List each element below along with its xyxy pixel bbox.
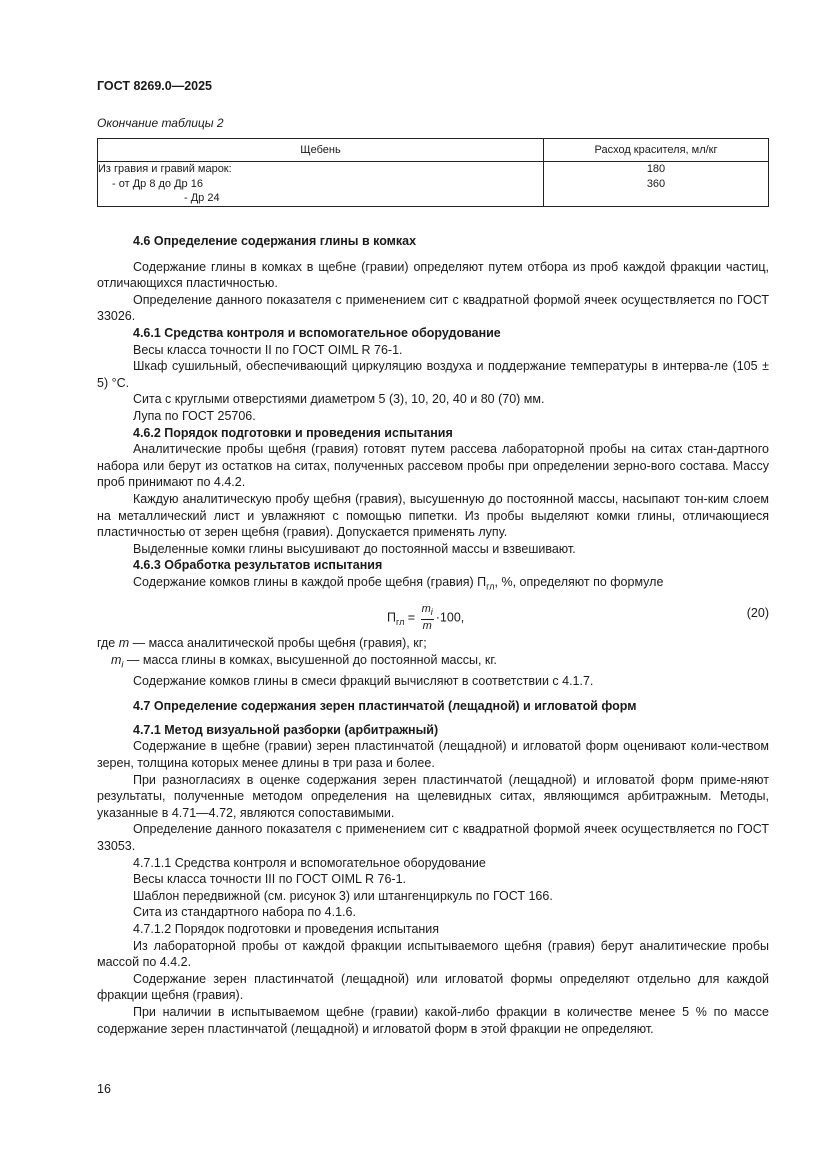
paragraph: Определение данного показателя с применением сит с квадратной формой ячеек осуществляется по ГОСТ 33053.: [97, 822, 769, 853]
formula-number: (20): [746, 605, 769, 620]
section-heading: 4.7.1 Метод визуальной разборки (арбитражный): [133, 722, 439, 737]
table-cell-text: - от Др 8 до Др 16: [112, 177, 203, 190]
document-body: [97, 233, 769, 1037]
paragraph: При наличии в испытываемом щебне (гравии) какой-либо фракции в количестве менее 5 % по массе содержание зерен пластинчатой (лещадной) и игловатой форм в этой фракции не определяют.: [97, 1004, 769, 1036]
table-cell-material: [98, 162, 544, 207]
table-header-cell: Расход красителя, мл/кг: [544, 139, 769, 162]
paragraph: При разногласиях в оценке содержания зерен пластинчатой (лещадной) и игловатой форм приме-няют результаты, полученные методом определения на щелевидных ситах, являющимся арбитражным. Методы, указанные в 4.71—4.72, являются сопоставимыми.: [97, 772, 769, 820]
paragraph: Каждую аналитическую пробу щебня (гравия), высушенную до постоянной массы, насыпают тон-ким слоем на металлический лист и увлажняют с помощью пипетки. Из пробы выделяют комки глины, отличающиеся пластичностью от зерен щебня (гравия). Допускается применять лупу.: [97, 491, 769, 540]
table-cell-value: [544, 162, 769, 207]
paragraph: Весы класса точности II по ГОСТ OIML R 76-1.: [133, 342, 403, 357]
formula-20: $П_{гл}$ = $\frac{m_i}{m}$ ·100, (20): [387, 602, 769, 633]
section-heading: 4.6.1 Средства контроля и вспомогательное оборудование: [133, 325, 501, 340]
section-heading: 4.6.2 Порядок подготовки и проведения испытания: [133, 425, 453, 440]
subsection-heading: 4.7.1.1 Средства контроля и вспомогательное оборудование: [133, 855, 486, 870]
paragraph: Содержание комков глины в смеси фракций вычисляют в соответствии с 4.1.7.: [133, 673, 594, 688]
document-header: ГОСТ 8269.0—2025: [97, 79, 213, 93]
table-row: [98, 162, 769, 207]
paragraph: Лупа по ГОСТ 25706.: [133, 408, 256, 423]
paragraph: Определение данного показателя с применением сит с квадратной формой ячеек осуществляется по ГОСТ 33026.: [97, 292, 769, 324]
paragraph: Из лабораторной пробы от каждой фракции испытываемого щебня (гравия) берут аналитические пробы массой по 4.4.2.: [97, 938, 769, 970]
table-cell-text: - Др 24: [184, 192, 220, 204]
section-heading: 4.6.3 Обработка результатов испытания: [133, 558, 383, 573]
paragraph: Содержание комков глины в каждой пробе щебня (гравия) $П_{гл}$, %, определяют по формуле: [133, 574, 664, 592]
paragraph: Шаблон передвижной (см. рисунок 3) или штангенциркуль по ГОСТ 166.: [133, 888, 553, 903]
paragraph: Весы класса точности III по ГОСТ OIML R 76-1.: [133, 872, 406, 887]
table-caption: Окончание таблицы 2: [97, 116, 224, 130]
paragraph: Содержание глины в комках в щебне (гравии) определяют путем отбора из проб каждой фракции частиц, отличающихся пластичностью.: [97, 259, 769, 291]
paragraph: Содержание зерен пластинчатой (лещадной) или игловатой формы определяют отдельно для каждой фракции щебня (гравия).: [97, 971, 769, 1003]
section-heading: 4.7 Определение содержания зерен пластинчатой (лещадной) и игловатой форм: [133, 699, 637, 714]
subsection-heading: 4.7.1.2 Порядок подготовки и проведения испытания: [133, 921, 440, 936]
paragraph: Выделенные комки глины высушивают до постоянной массы и взвешивают.: [133, 541, 576, 556]
fraction: $\frac{m_i}{m}$: [421, 602, 433, 633]
table-cell-text: 180: [646, 163, 666, 175]
paragraph: Аналитические пробы щебня (гравия) готовят путем рассева лабораторной пробы на ситах стан-дартного набора или берут из остатков на ситах, полученных рассевом пробы при определении зерно-вого состава. Массу проб принимают по 4.4.2.: [97, 442, 769, 490]
paragraph: Содержание в щебне (гравии) зерен пластинчатой (лещадной) и игловатой форм оценивают коли-чеством зерен, толщина которых менее длины в три раза и более.: [97, 739, 769, 771]
where-line: где m — масса аналитической пробы щебня (гравия), кг;: [97, 635, 427, 650]
section-heading: 4.6 Определение содержания глины в комках: [133, 234, 417, 248]
page-number: 16: [97, 1082, 111, 1096]
table-cell-text: Из гравия и гравий марок:: [98, 163, 232, 175]
paragraph: Сита из стандартного набора по 4.1.6.: [133, 905, 356, 920]
where-line: $m_i$ — масса глины в комках, высушенной до постоянной массы, кг.: [111, 652, 497, 670]
paragraph: Сита с круглыми отверстиями диаметром 5 (3), 10, 20, 40 и 80 (70) мм.: [133, 392, 545, 407]
table-cell-text: 360: [646, 177, 666, 190]
paragraph: Шкаф сушильный, обеспечивающий циркуляцию воздуха и поддержание температуры в интерва-ле (105 ± 5) °С.: [97, 359, 769, 390]
table-header-row: [98, 139, 769, 162]
dye-consumption-table: [97, 138, 769, 207]
table-header-cell: Щебень: [98, 139, 544, 162]
